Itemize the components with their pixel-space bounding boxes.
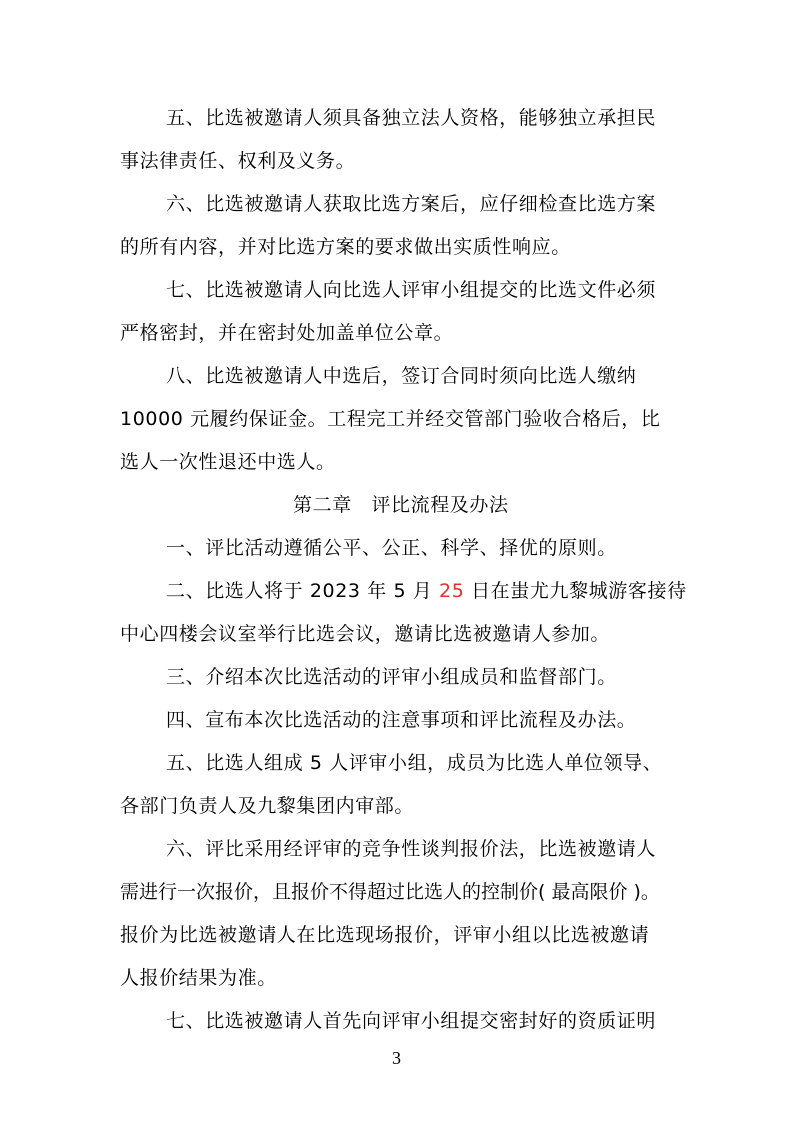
paragraph-line: 三、介绍本次比选活动的评审小组成员和监督部门。: [166, 666, 617, 688]
paragraph-line: 六、评比采用经评审的竞争性谈判报价法，比选被邀请人: [166, 838, 657, 860]
paragraph-line: 选人一次性退还中选人。: [120, 451, 336, 473]
page-number: 3: [392, 1048, 401, 1068]
paragraph-line: 各部门负责人及九黎集团内审部。: [120, 795, 415, 817]
paragraph-line: 中心四楼会议室举行比选会议，邀请比选被邀请人参加。: [120, 623, 611, 645]
chapter-heading: 第二章 评比流程及办法: [293, 494, 509, 516]
paragraph-line: 人报价结果为准。: [120, 967, 277, 989]
paragraph-line: 的所有内容，并对比选方案的要求做出实质性响应。: [120, 236, 571, 258]
paragraph-line: 八、比选被邀请人中选后，签订合同时须向比选人缴纳: [166, 365, 637, 387]
paragraph-line: [166, 579, 687, 603]
paragraph-line: 一、评比活动遵循公平、公正、科学、择优的原则。: [166, 537, 617, 559]
paragraph-line: 四、宣布本次比选活动的注意事项和评比流程及办法。: [166, 709, 637, 731]
date-text-after: 日在蚩尤九黎城游客接待: [464, 580, 687, 602]
paragraph-line: 需进行一次报价，且报价不得超过比选人的控制价( 最高限价 )。: [120, 881, 660, 903]
paragraph-line: 五、比选被邀请人须具备独立法人资格，能够独立承担民: [166, 107, 657, 129]
paragraph-line: 七、比选被邀请人向比选人评审小组提交的比选文件必须: [166, 279, 657, 301]
paragraph-line: 五、比选人组成 5 人评审小组，成员为比选人单位领导、: [166, 752, 663, 774]
paragraph-line: 事法律责任、权利及义务。: [120, 150, 356, 172]
paragraph-line: 严格密封，并在密封处加盖单位公章。: [120, 322, 454, 344]
highlighted-day: 25: [439, 580, 465, 602]
paragraph-line: 六、比选被邀请人获取比选方案后，应仔细检查比选方案: [166, 193, 657, 215]
paragraph-line: 10000 元履约保证金。工程完工并经交管部门验收合格后，比: [120, 408, 661, 430]
paragraph-line: 七、比选被邀请人首先向评审小组提交密封好的资质证明: [166, 1010, 657, 1032]
date-text-before: 二、比选人将于 2023 年 5 月: [166, 580, 440, 602]
paragraph-line: 报价为比选被邀请人在比选现场报价，评审小组以比选被邀请: [120, 924, 650, 946]
